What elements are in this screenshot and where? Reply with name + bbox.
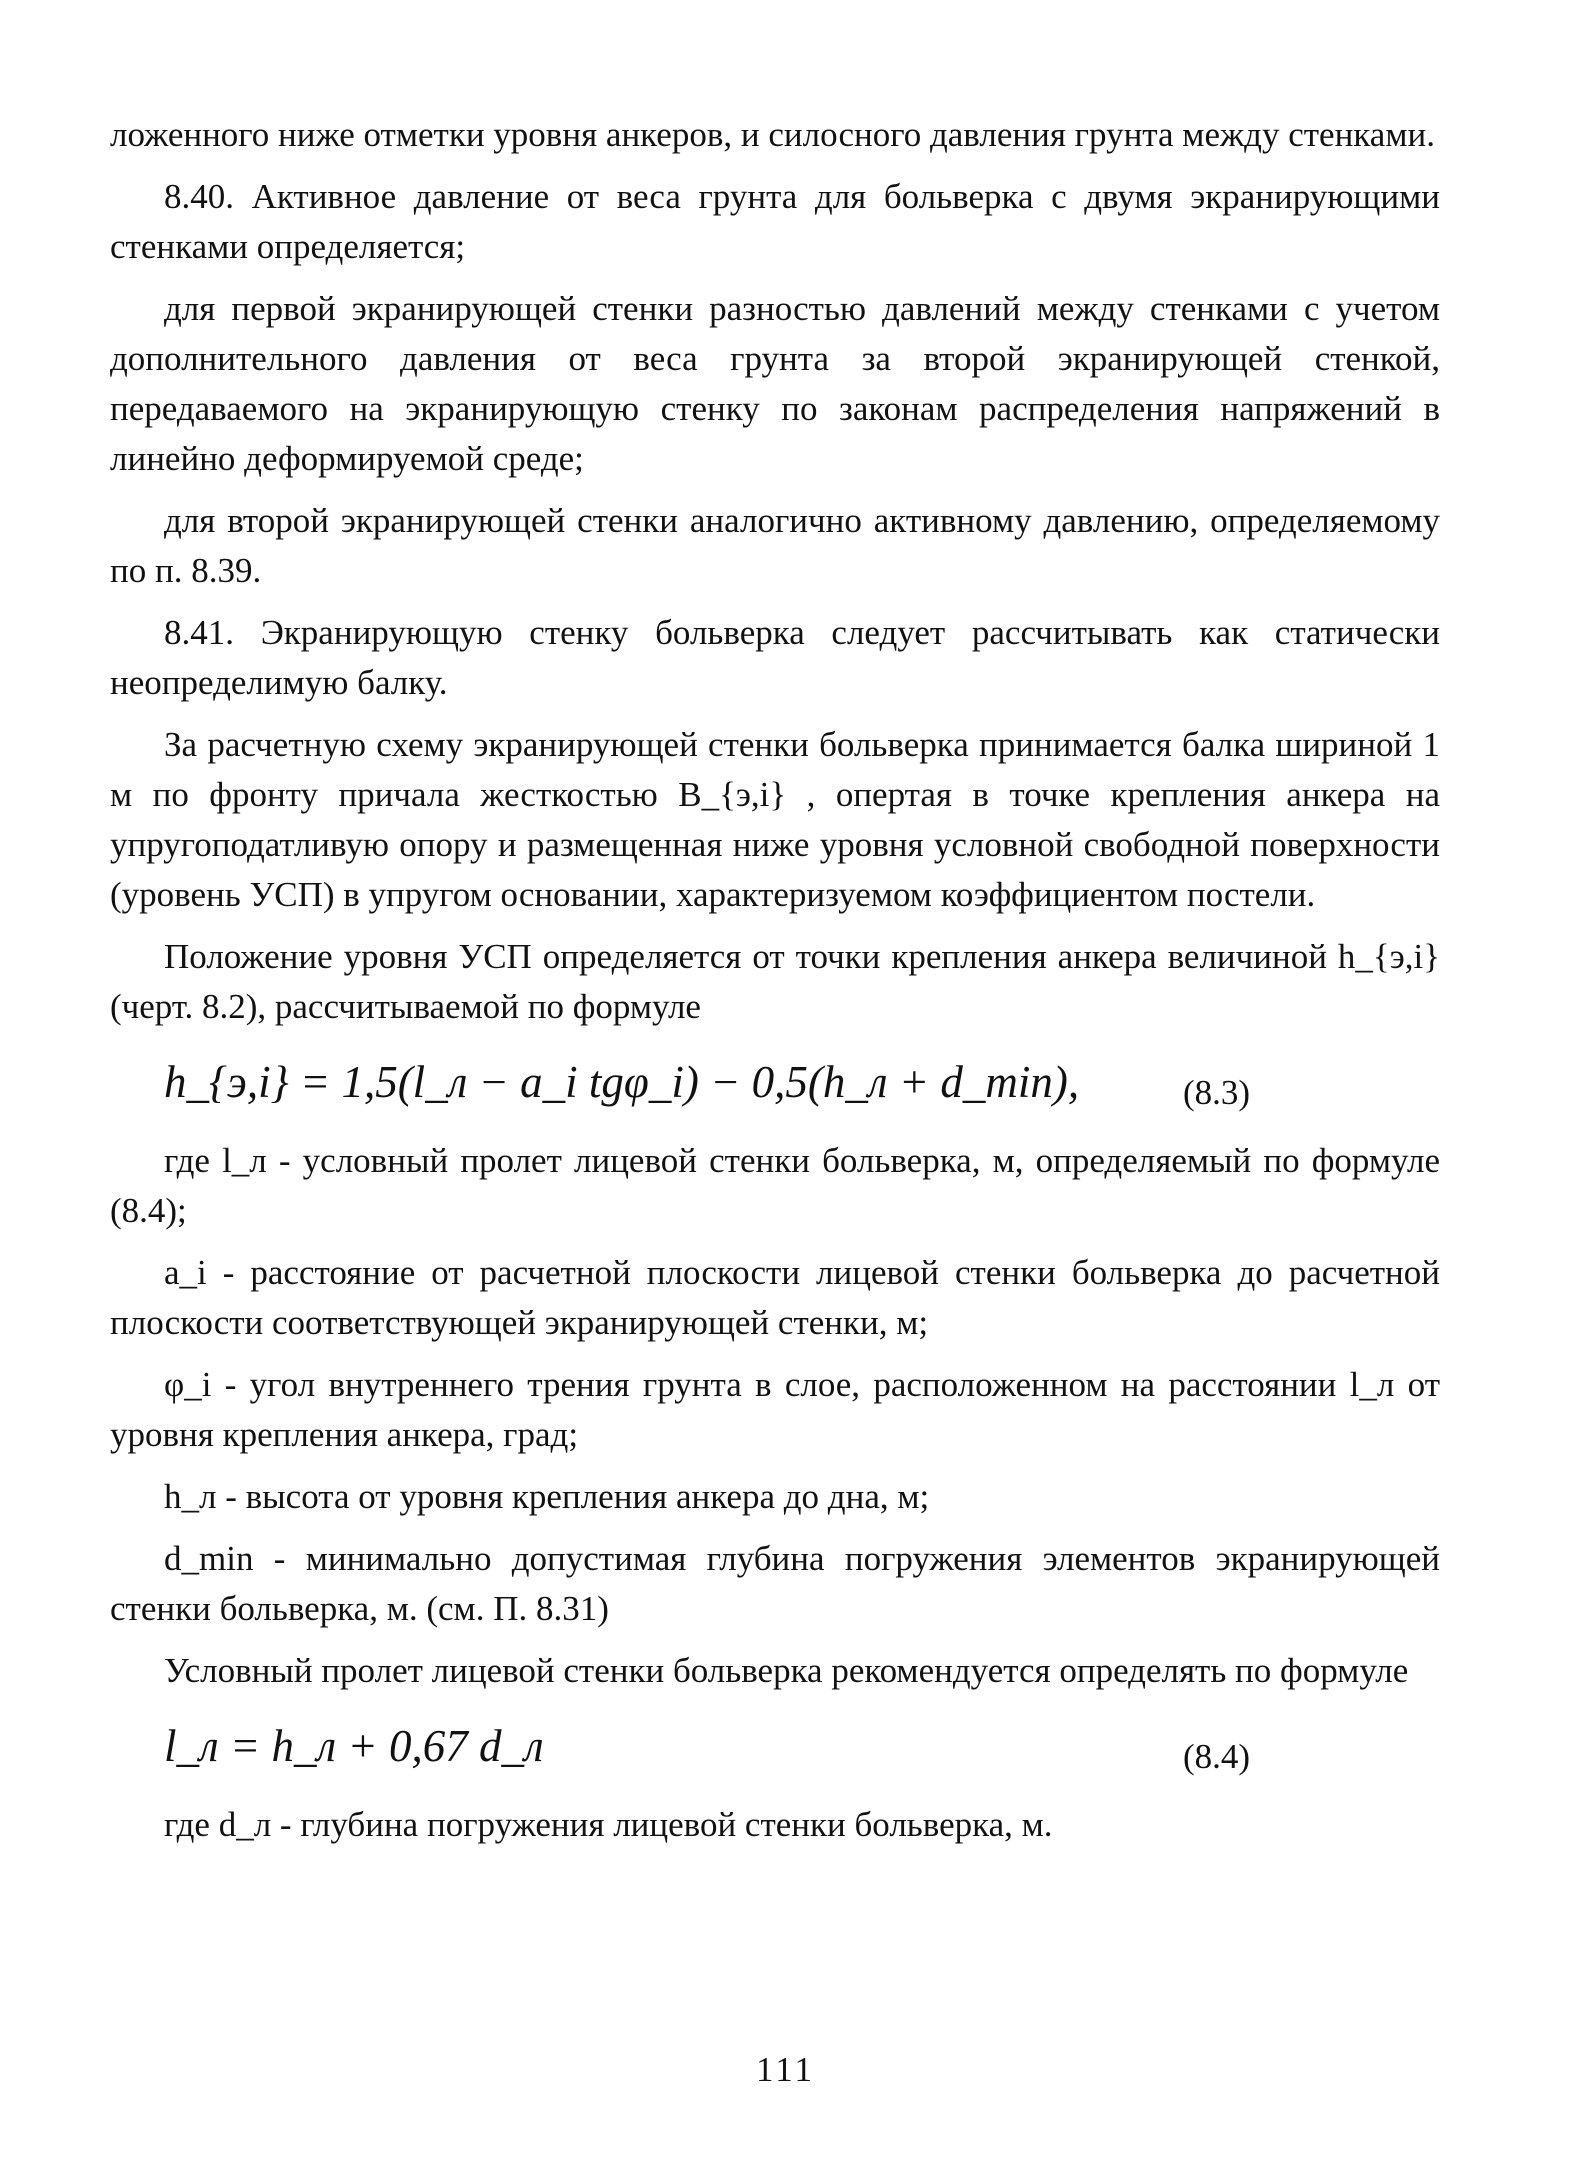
definition-a-i: a_i - расстояние от расчетной плоскости лицевой стенки больверка до расчетной плоскости соответствующей экранирующей стенки, м; bbox=[110, 1253, 1440, 1342]
page-number: 111 bbox=[756, 2050, 815, 2089]
formula-8-4-number: (8.4) bbox=[1182, 1737, 1250, 1776]
paragraph-usp-level: Положение уровня УСП определяется от точки крепления анкера величиной h_{э,i} (черт. 8.2), рассчитываемой по формуле bbox=[110, 937, 1440, 1026]
paragraph-8-40: 8.40. Активное давление от веса грунта для больверка с двумя экранирующими стенками определяется; bbox=[110, 177, 1440, 266]
document-page bbox=[110, 110, 1440, 1862]
definition-l-l: где l_л - условный пролет лицевой стенки больверка, м, определяемый по формуле (8.4); bbox=[110, 1141, 1440, 1230]
paragraph-continuation: ложенного ниже отметки уровня анкеров, и силосного давления грунта между стенками. bbox=[110, 115, 1435, 154]
formula-8-3-expression: h_{э,i} = 1,5(l_л − a_i tgφ_i) − 0,5(h_л + d_min), bbox=[164, 1057, 1080, 1107]
definition-d-min: d_min - минимально допустимая глубина погружения элементов экранирующей стенки больверка, м. (см. П. 8.31) bbox=[110, 1539, 1440, 1628]
formula-8-4 bbox=[110, 1708, 1440, 1786]
paragraph-first-wall: для первой экранирующей стенки разностью давлений между стенками с учетом дополнительного давления от веса грунта за второй экранирующей стенкой, передаваемого на экранирующую стенку по законам распределения напряжений в линейно деформируемой среде; bbox=[110, 289, 1440, 478]
paragraph-design-scheme: За расчетную схему экранирующей стенки больверка принимается балка шириной 1 м по фронту причала жесткостью B_{э,i} , опертая в точке крепления анкера на упругоподатливую опору и размещенная ниже уровня условной свободной поверхности (уровень УСП) в упругом основании, характеризуемом коэффициентом постели. bbox=[110, 725, 1440, 914]
paragraph-conditional-span: Условный пролет лицевой стенки больверка рекомендуется определять по формуле bbox=[164, 1651, 1409, 1690]
definition-d-l: где d_л - глубина погружения лицевой стенки больверка, м. bbox=[164, 1805, 1053, 1844]
paragraph-second-wall: для второй экранирующей стенки аналогично активному давлению, определяемому по п. 8.39. bbox=[110, 501, 1440, 590]
formula-8-3 bbox=[110, 1044, 1440, 1122]
paragraph-8-41: 8.41. Экранирующую стенку больверка следует рассчитывать как статически неопределимую балку. bbox=[110, 613, 1440, 702]
formula-8-3-number: (8.3) bbox=[1182, 1073, 1250, 1112]
definition-h-l: h_л - высота от уровня крепления анкера до дна, м; bbox=[164, 1477, 930, 1516]
formula-8-4-expression: l_л = h_л + 0,67 d_л bbox=[164, 1721, 544, 1771]
definition-phi-i: φ_i - угол внутреннего трения грунта в слое, расположенном на расстоянии l_л от уровня крепления анкера, град; bbox=[110, 1365, 1440, 1454]
